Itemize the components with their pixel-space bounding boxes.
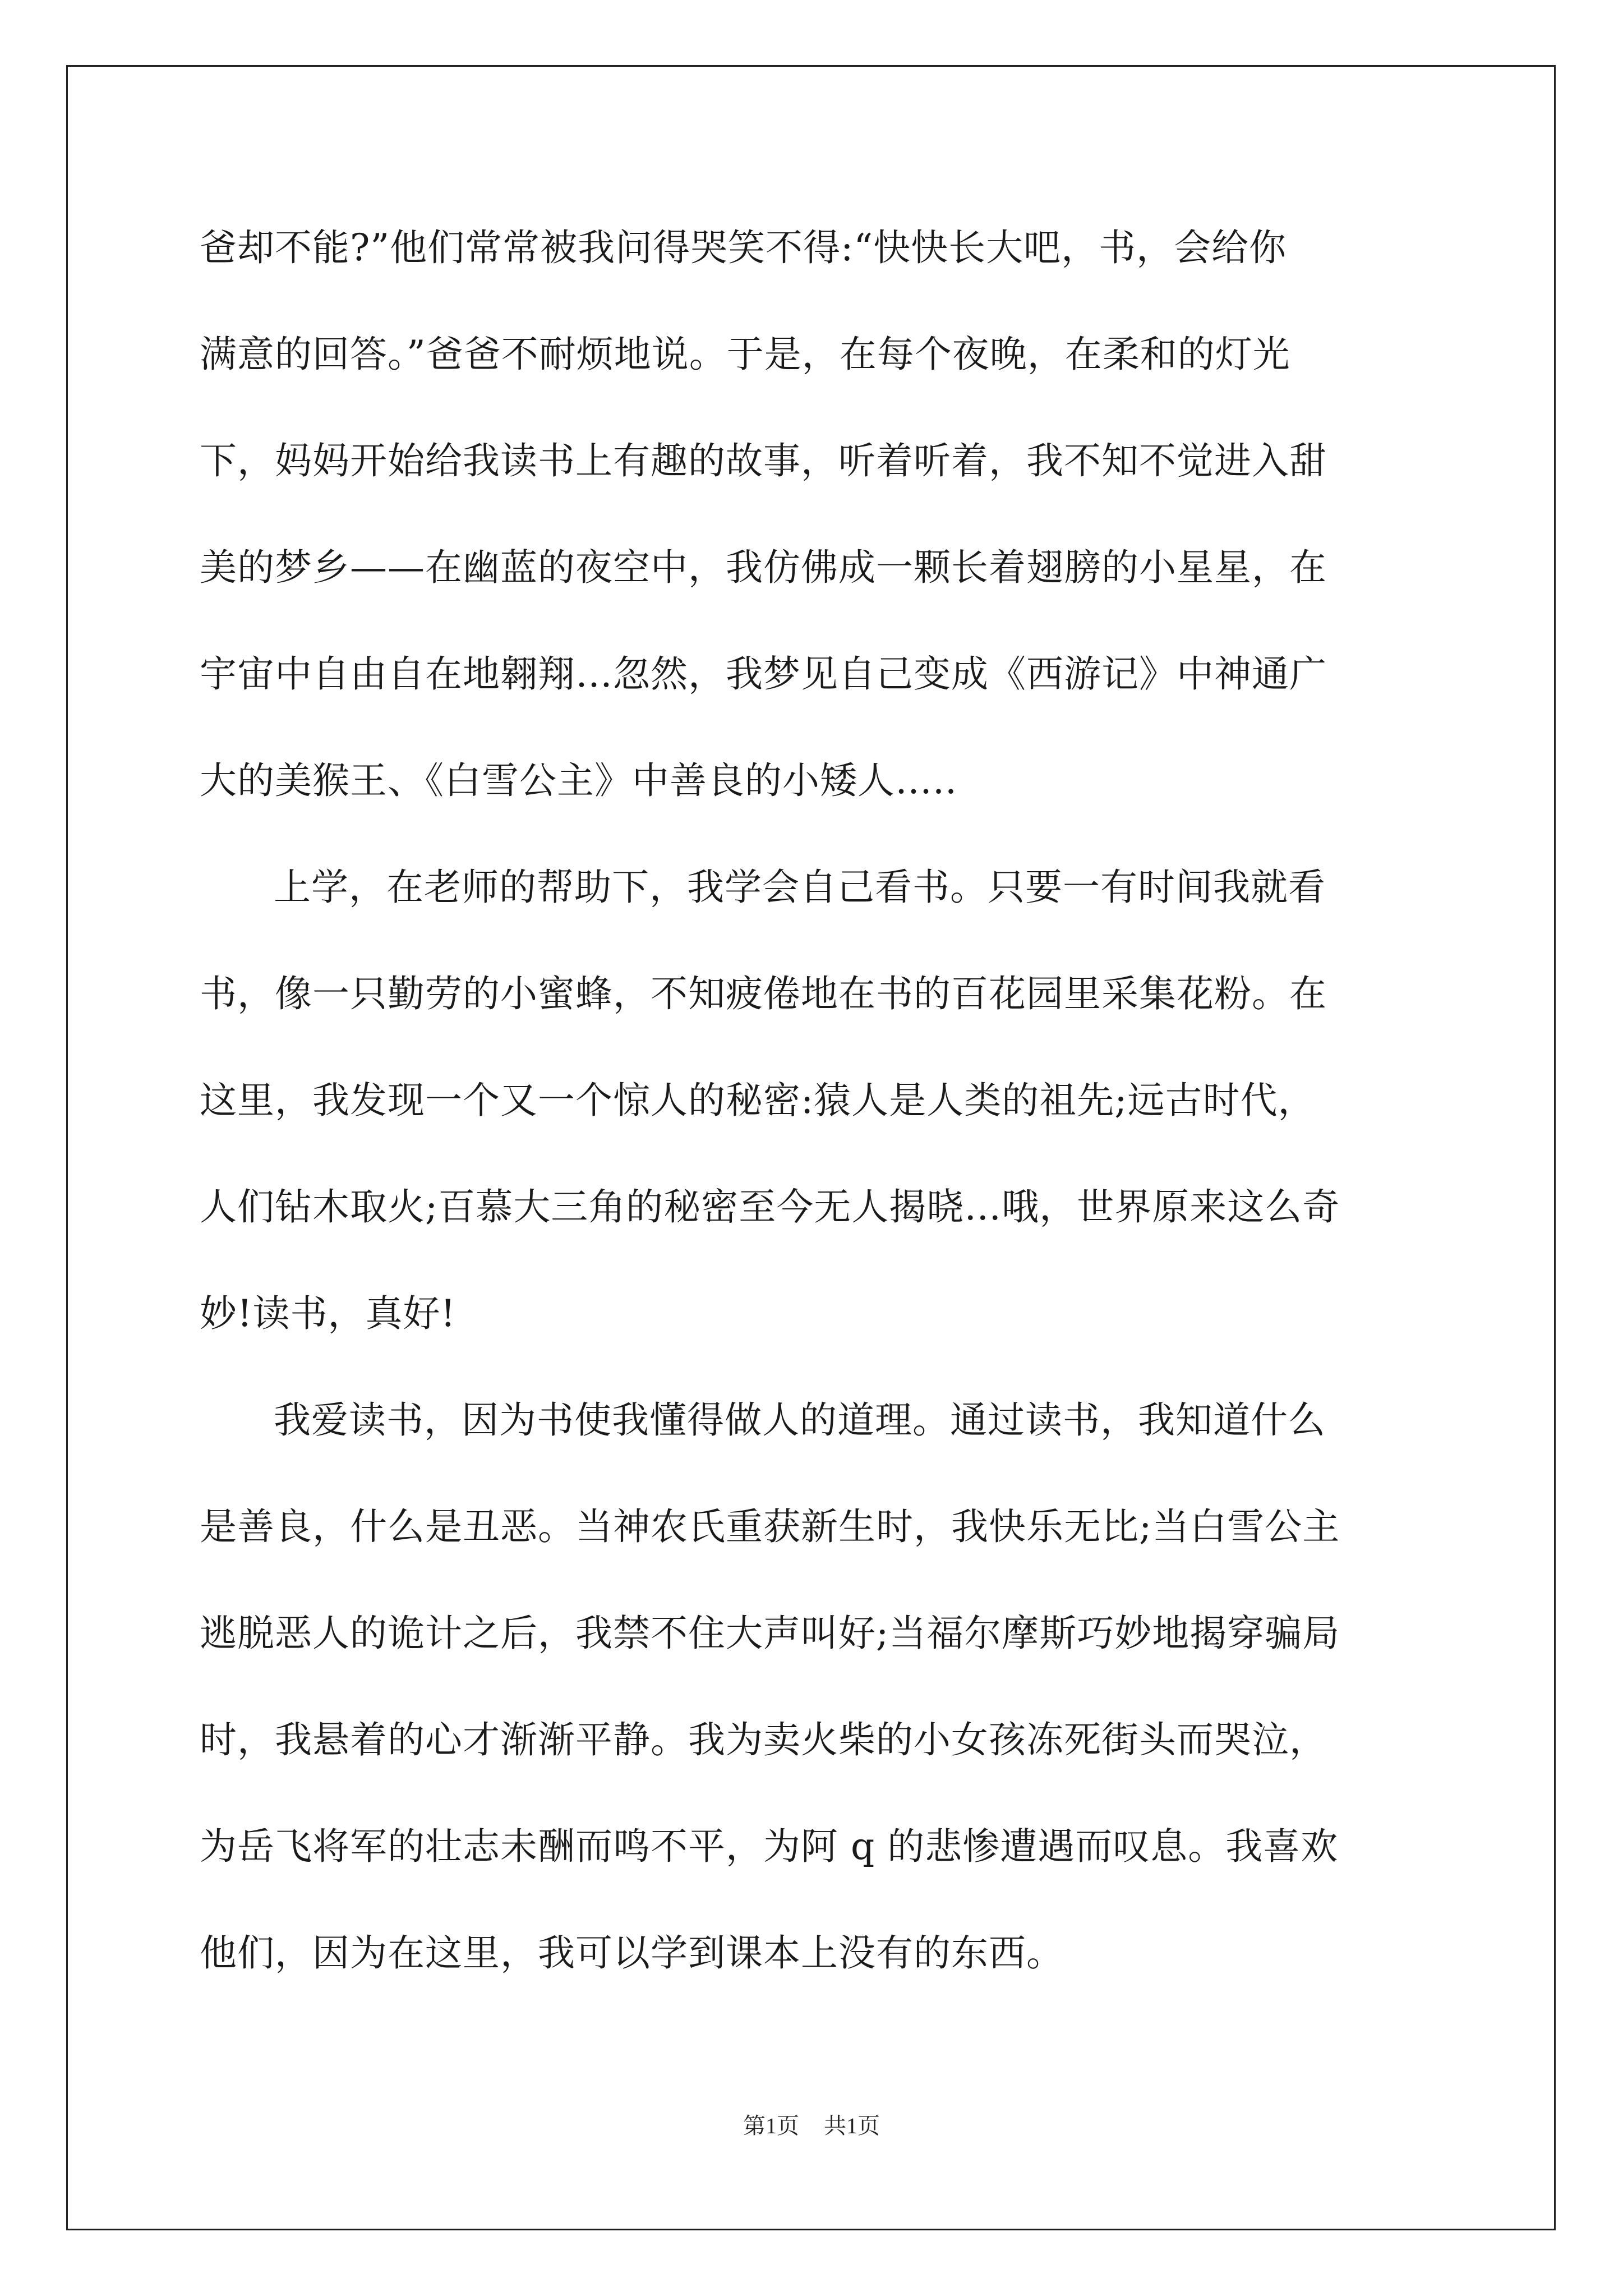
paragraph-3 xyxy=(200,1392,1428,2032)
page-footer xyxy=(0,2108,1623,2140)
text-line: 妙!读书，真好! xyxy=(200,1292,457,1335)
document-body xyxy=(200,220,1428,2032)
page-number: 第1页 xyxy=(743,2113,799,2138)
text-line: 爸却不能?”他们常常被我问得哭笑不得:“快快长大吧，书，会给你 xyxy=(200,226,1287,269)
text-line: 这里，我发现一个又一个惊人的秘密:猿人是人类的祖先;远古时代， xyxy=(200,1079,1316,1122)
text-line: 逃脱恶人的诡计之后，我禁不住大声叫好;当福尔摩斯巧妙地揭穿骗局 xyxy=(200,1612,1340,1655)
text-line: 是善良，什么是丑恶。当神农氏重获新生时，我快乐无比;当白雪公主 xyxy=(200,1505,1340,1548)
text-line: 满意的回答。”爸爸不耐烦地说。于是，在每个夜晚，在柔和的灯光 xyxy=(200,333,1290,376)
text-line: 人们钻木取火;百慕大三角的秘密至今无人揭晓…哦，世界原来这么奇 xyxy=(200,1185,1340,1228)
text-line: 美的梦乡——在幽蓝的夜空中，我仿佛成一颗长着翅膀的小星星，在 xyxy=(200,546,1327,589)
text-line: 时，我悬着的心才渐渐平静。我为卖火柴的小女孩冻死街头而哭泣， xyxy=(200,1718,1327,1761)
text-line: 他们，因为在这里，我可以学到课本上没有的东西。 xyxy=(200,1931,1064,1975)
page-total: 共1页 xyxy=(824,2113,880,2138)
text-line: 大的美猴王、《白雪公主》中善良的小矮人….. xyxy=(200,759,957,802)
paragraph-1 xyxy=(200,220,1428,859)
text-line: 我爱读书，因为书使我懂得做人的道理。通过读书，我知道什么 xyxy=(274,1398,1326,1442)
text-line: 为岳飞将军的壮志未酬而鸣不平，为阿 q 的悲惨遭遇而叹息。我喜欢 xyxy=(200,1825,1339,1868)
text-line: 书，像一只勤劳的小蜜蜂，不知疲倦地在书的百花园里采集花粉。在 xyxy=(200,972,1327,1015)
paragraph-2 xyxy=(200,859,1428,1392)
text-line: 下，妈妈开始给我读书上有趣的故事，听着听着，我不知不觉进入甜 xyxy=(200,439,1327,482)
text-line: 宇宙中自由自在地翱翔…忽然，我梦见自己变成《西游记》中神通广 xyxy=(200,652,1327,696)
text-line: 上学，在老师的帮助下，我学会自己看书。只要一有时间我就看 xyxy=(274,866,1326,909)
